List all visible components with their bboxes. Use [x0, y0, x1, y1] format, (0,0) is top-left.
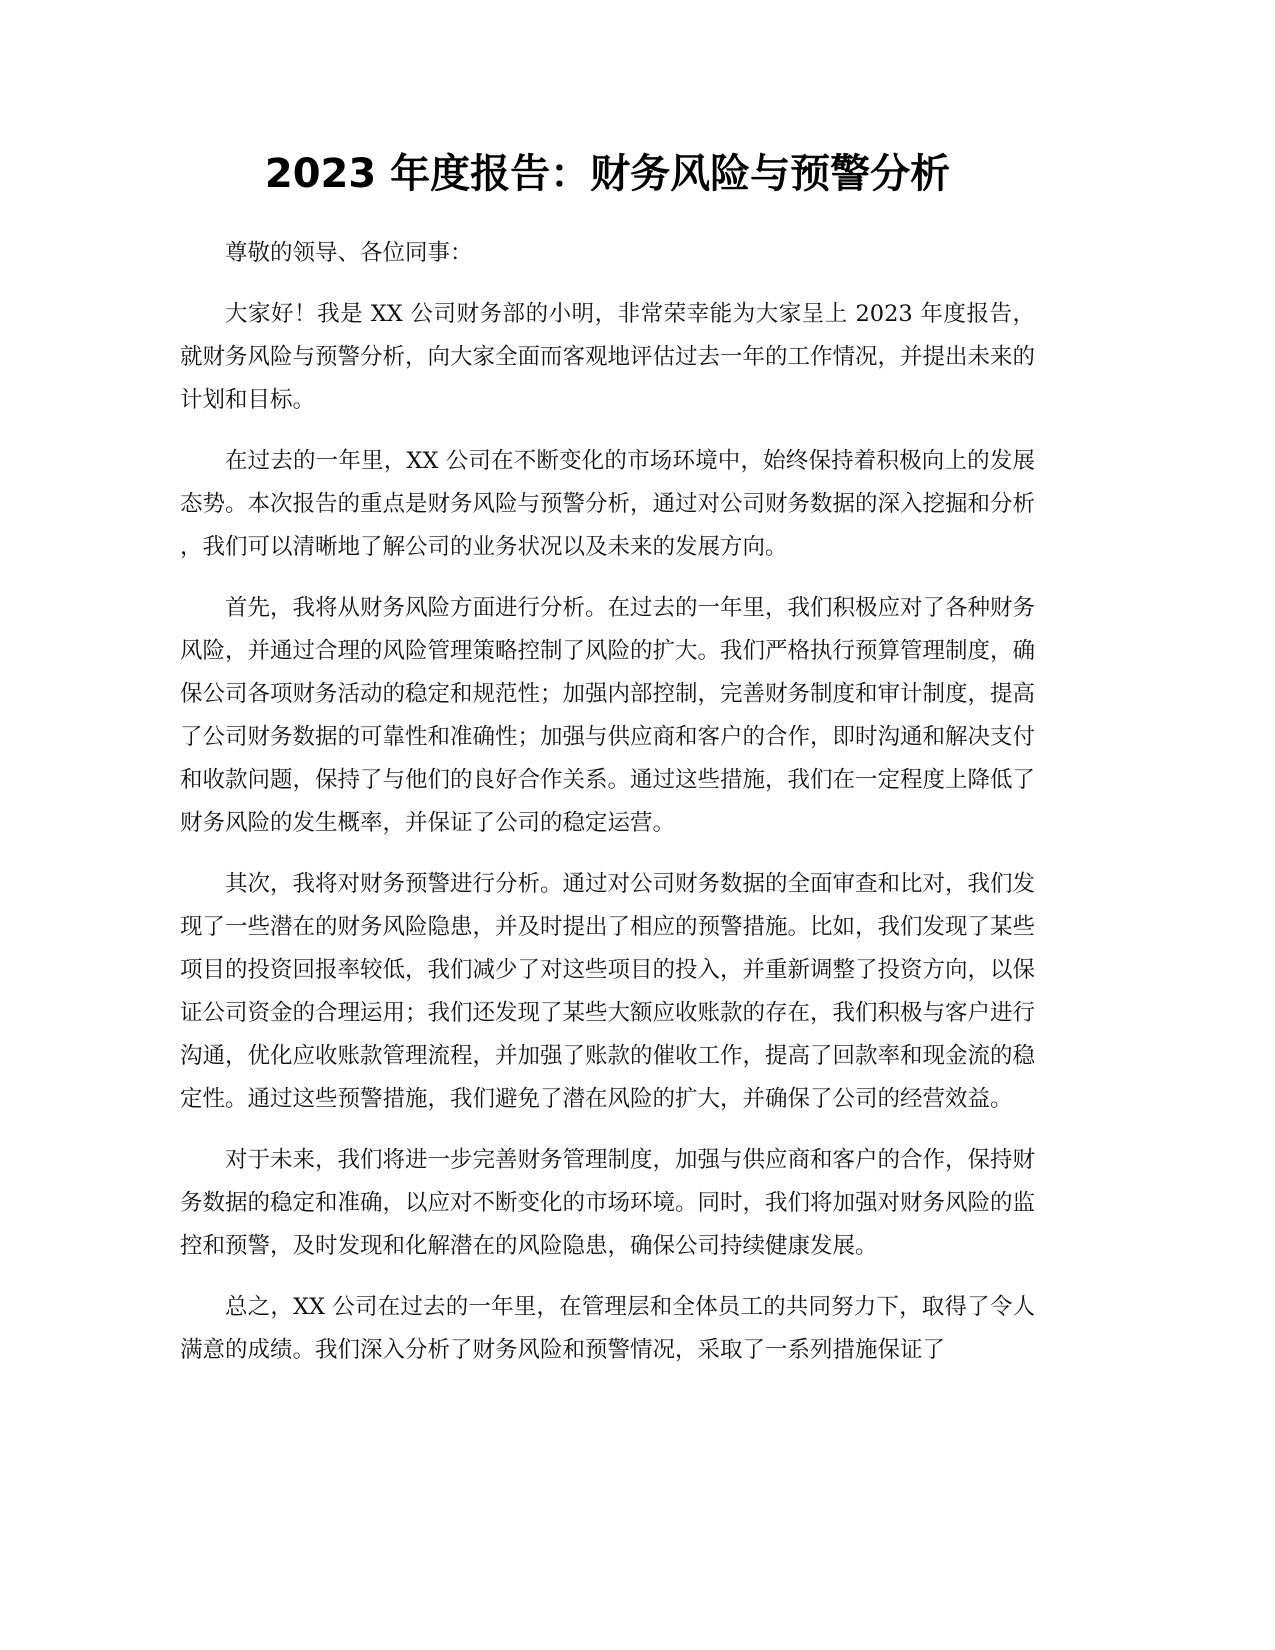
- paragraph-financial-risk: 首先，我将从财务风险方面进行分析。在过去的一年里，我们积极应对了各种财务风险，并通过合理的风险管理策略控制了风险的扩大。我们严格执行预算管理制度，确保公司各项财务活动的稳定和规范性；加强内部控制，完善财务制度和审计制度，提高了公司财务数据的可靠性和准确性；加强与供应商和客户的合作，即时沟通和解决支付和收款问题，保持了与他们的良好合作关系。通过这些措施，我们在一定程度上降低了财务风险的发生概率，并保证了公司的稳定运营。: [180, 595, 1036, 836]
- document-title: 2023 年度报告：财务风险与预警分析: [264, 151, 951, 197]
- paragraph-summary: 总之，XX 公司在过去的一年里，在管理层和全体员工的共同努力下，取得了令人满意的成绩。我们深入分析了财务风险和预警情况，采取了一系列措施保证了: [180, 1294, 1035, 1363]
- paragraph-intro: 大家好！我是 XX 公司财务部的小明，非常荣幸能为大家呈上 2023 年度报告，就财务风险与预警分析，向大家全面而客观地评估过去一年的工作情况，并提出未来的计划和目标。: [180, 301, 1036, 413]
- document-body: [180, 232, 1035, 1390]
- paragraph-future-plan: 对于未来，我们将进一步完善财务管理制度，加强与供应商和客户的合作，保持财务数据的稳定和准确，以应对不断变化的市场环境。同时，我们将加强对财务风险的监控和预警，及时发现和化解潜在的风险隐患，确保公司持续健康发展。: [180, 1147, 1036, 1259]
- paragraph-overview: 在过去的一年里，XX 公司在不断变化的市场环境中，始终保持着积极向上的发展态势。本次报告的重点是财务风险与预警分析，通过对公司财务数据的深入挖掘和分析，我们可以清晰地了解公司的业务状况以及未来的发展方向。: [180, 448, 1036, 560]
- paragraph-financial-warning: 其次，我将对财务预警进行分析。通过对公司财务数据的全面审查和比对，我们发现了一些潜在的财务风险隐患，并及时提出了相应的预警措施。比如，我们发现了某些项目的投资回报率较低，我们减少了对这些项目的投入，并重新调整了投资方向，以保证公司资金的合理运用；我们还发现了某些大额应收账款的存在，我们积极与客户进行沟通，优化应收账款管理流程，并加强了账款的催收工作，提高了回款率和现金流的稳定性。通过这些预警措施，我们避免了潜在风险的扩大，并确保了公司的经营效益。: [180, 871, 1036, 1112]
- salutation: 尊敬的领导、各位同事：: [225, 240, 473, 266]
